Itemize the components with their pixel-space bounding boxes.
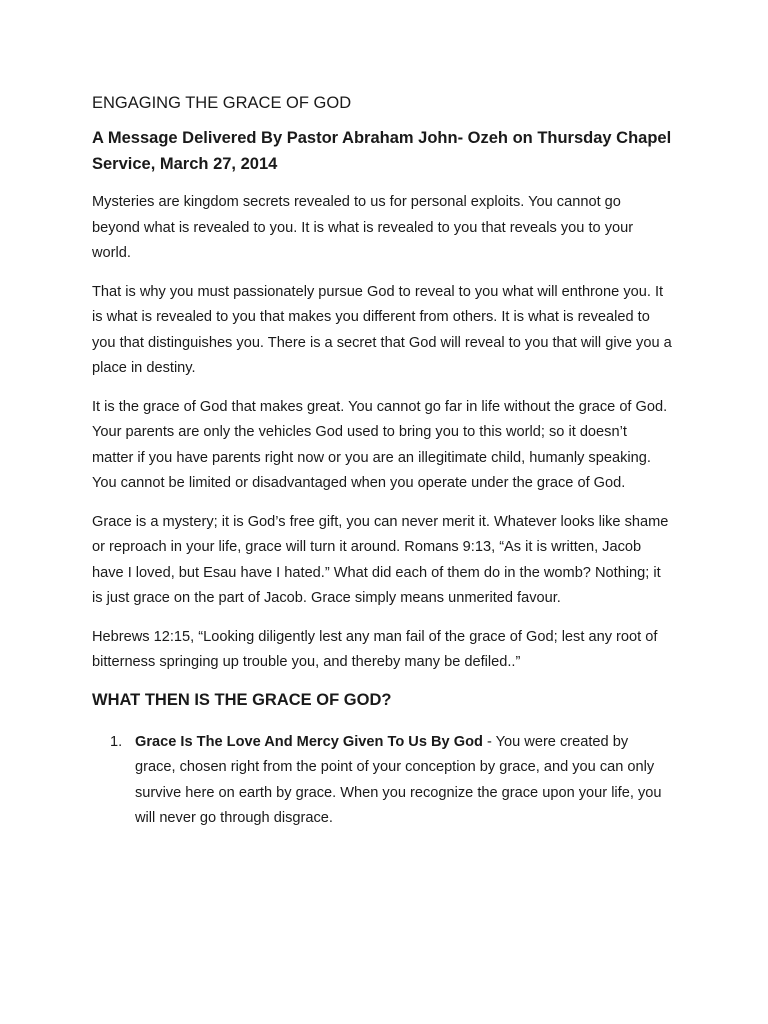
document-subtitle: A Message Delivered By Pastor Abraham John- Ozeh on Thursday Chapel Service, March 27, 2014 <box>92 129 672 173</box>
document-body <box>92 92 672 832</box>
section-heading: WHAT THEN IS THE GRACE OF GOD? <box>92 690 392 709</box>
paragraph: That is why you must passionately pursue God to reveal to you what will enthrone you. It is what is revealed to you that makes you different from others. It is what is revealed to you that distinguishes you. There is a secret that God will reveal to you that will give you a place in destiny. <box>92 283 672 376</box>
list-item-text: - You were created by grace, chosen right from the point of your conception by grace, and you can only survive here on earth by grace. When you recognize the grace upon your life, you will never go through disgrace. <box>135 733 662 826</box>
numbered-list <box>92 730 672 832</box>
list-item <box>92 730 672 832</box>
paragraph: Grace is a mystery; it is God’s free gift, you can never merit it. Whatever looks like shame or reproach in your life, grace will turn it around. Romans 9:13, “As it is written, Jacob have I loved, but Esau have I hated.” What did each of them do in the womb? Nothing; it is just grace on the part of Jacob. Grace simply means unmerited favour. <box>92 513 669 606</box>
list-item-heading: Grace Is The Love And Mercy Given To Us By God <box>135 733 483 750</box>
paragraph: Mysteries are kingdom secrets revealed to us for personal exploits. You cannot go beyond what is revealed to you. It is what is revealed to you that reveals you to your world. <box>92 194 634 261</box>
paragraph: Hebrews 12:15, “Looking diligently lest any man fail of the grace of God; lest any root of bitterness springing up trouble you, and thereby many be defiled..” <box>92 628 658 670</box>
paragraph: It is the grace of God that makes great. You cannot go far in life without the grace of God. Your parents are only the vehicles God used to bring you to this world; so it doesn’t matter if you have parents right now or you are an illegitimate child, humanly speaking. You cannot be limited or disadvantaged when you operate under the grace of God. <box>92 398 668 491</box>
list-item-number: 1. <box>110 733 123 750</box>
document-title: ENGAGING THE GRACE OF GOD <box>92 94 352 112</box>
